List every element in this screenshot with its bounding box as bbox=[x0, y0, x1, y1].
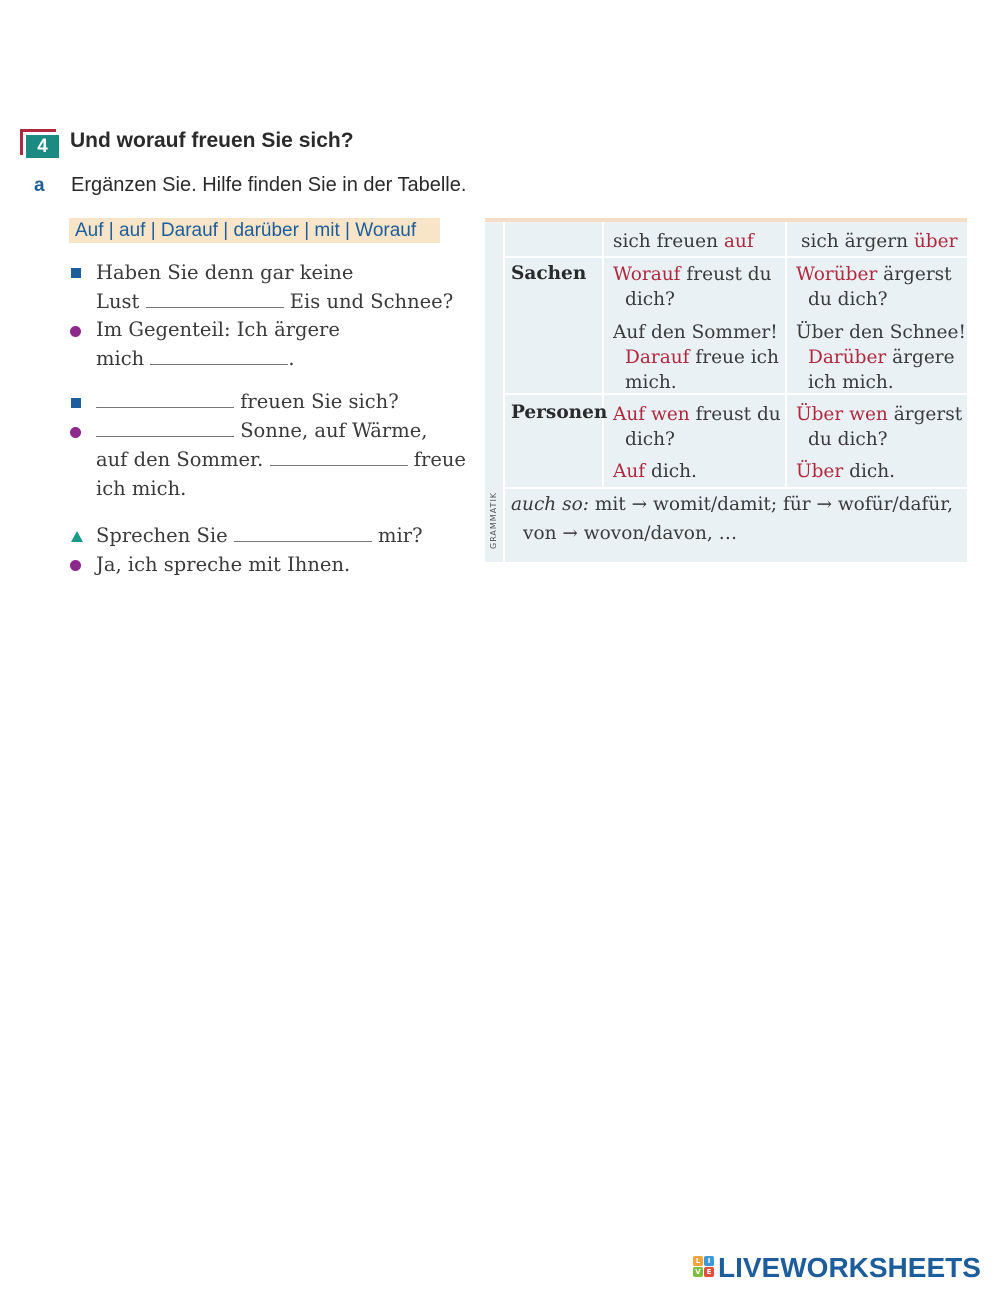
speaker-dot-marker bbox=[70, 427, 81, 438]
gap-input-5[interactable] bbox=[270, 449, 408, 466]
speaker-dot-marker bbox=[70, 326, 81, 337]
cell-text: dich? bbox=[625, 429, 675, 450]
dialogue-text: freue bbox=[413, 448, 466, 471]
row-header-personen: Personen bbox=[511, 402, 608, 423]
cell-text: ärgerst bbox=[887, 404, 963, 425]
red-text: Auf bbox=[613, 461, 646, 482]
cell-text: Auf den Sommer! bbox=[613, 322, 778, 343]
exercise-number-box bbox=[20, 129, 56, 155]
dialogue-line bbox=[96, 419, 427, 442]
cell-text: mit → womit/damit; für → wofür/dafür, bbox=[588, 494, 953, 515]
cell-text: Über den Schnee! bbox=[796, 322, 966, 343]
table-divider bbox=[785, 394, 787, 488]
header-preposition: über bbox=[913, 231, 958, 252]
gap-input-2[interactable] bbox=[150, 348, 288, 365]
dialogue-line: Ja, ich spreche mit Ihnen. bbox=[96, 553, 351, 576]
cell-text: du dich? bbox=[808, 289, 888, 310]
exercise-title: Und worauf freuen Sie sich? bbox=[70, 129, 354, 152]
dialogue-line bbox=[96, 390, 399, 413]
red-text: Auf wen bbox=[613, 404, 690, 425]
red-text: Darauf bbox=[625, 347, 690, 368]
dialogue-line bbox=[96, 448, 466, 471]
logo-tile: L bbox=[693, 1256, 703, 1266]
table-divider bbox=[503, 487, 967, 489]
dialogue-line: ich mich. bbox=[96, 477, 187, 500]
cell-personen-aergern-answer bbox=[796, 459, 895, 484]
cell-sachen-aergern-answer bbox=[796, 320, 966, 395]
word-box: Auf | auf | Darauf | darüber | mit | Worauf bbox=[69, 218, 440, 243]
red-text: Worauf bbox=[613, 264, 681, 285]
cell-text: ärgere bbox=[886, 347, 955, 368]
cell-sachen-freuen-answer bbox=[613, 320, 779, 395]
logo-tile: I bbox=[704, 1256, 714, 1266]
grammar-note bbox=[511, 492, 953, 546]
dialogue-text: Lust bbox=[96, 290, 140, 313]
row-header-sachen: Sachen bbox=[511, 263, 587, 284]
header-preposition: auf bbox=[723, 231, 754, 252]
dialogue-text: . bbox=[288, 347, 295, 370]
cell-sachen-aergern-question bbox=[796, 262, 952, 312]
red-text: Worüber bbox=[796, 264, 878, 285]
dialogue-text: Eis und Schnee? bbox=[289, 290, 454, 313]
gap-input-3[interactable] bbox=[96, 391, 234, 408]
header-text: sich freuen bbox=[613, 231, 724, 252]
cell-personen-aergern-question bbox=[796, 402, 962, 452]
table-divider bbox=[785, 222, 787, 394]
cell-text: mich. bbox=[625, 372, 677, 393]
speaker-dot-marker bbox=[70, 560, 81, 571]
dialogue-text: auf den Sommer. bbox=[96, 448, 264, 471]
gap-input-6[interactable] bbox=[234, 525, 372, 542]
gap-input-1[interactable] bbox=[146, 291, 284, 308]
logo-tile: V bbox=[693, 1267, 703, 1277]
table-divider bbox=[503, 256, 967, 258]
dialogue-line bbox=[96, 290, 453, 313]
dialogue-text: mich bbox=[96, 347, 145, 370]
table-divider bbox=[602, 222, 604, 394]
cell-personen-freuen-answer bbox=[613, 459, 697, 484]
cell-sachen-freuen-question bbox=[613, 262, 772, 312]
dialogue-line: Haben Sie denn gar keine bbox=[96, 261, 354, 284]
red-text: Über wen bbox=[796, 404, 888, 425]
speaker-square-marker bbox=[71, 398, 81, 408]
cell-personen-freuen-question bbox=[613, 402, 781, 452]
dialogue-text: Sonne, auf Wärme, bbox=[240, 419, 428, 442]
exercise-number: 4 bbox=[26, 135, 59, 158]
cell-text: dich. bbox=[843, 461, 896, 482]
speaker-square-marker bbox=[71, 268, 81, 278]
dialogue-text: freuen Sie sich? bbox=[240, 390, 399, 413]
column-header-freuen bbox=[613, 229, 754, 254]
dialogue-text: Sprechen Sie bbox=[96, 524, 228, 547]
table-divider bbox=[503, 222, 505, 562]
cell-text: ich mich. bbox=[808, 372, 894, 393]
red-text: Über bbox=[796, 461, 844, 482]
sub-exercise-letter: a bbox=[34, 175, 45, 196]
dialogue-text: mir? bbox=[378, 524, 423, 547]
cell-text: freue ich bbox=[689, 347, 779, 368]
gap-input-4[interactable] bbox=[96, 420, 234, 437]
cell-text: dich? bbox=[625, 289, 675, 310]
cell-text: von → wovon/davon, … bbox=[523, 523, 738, 544]
dialogue-line: Im Gegenteil: Ich ärgere bbox=[96, 318, 340, 341]
cell-text: ärgerst bbox=[877, 264, 952, 285]
cell-text: freust du bbox=[680, 264, 772, 285]
cell-text: freust du bbox=[689, 404, 781, 425]
logo-tile: E bbox=[704, 1267, 714, 1277]
logo-text: LIVEWORKSHEETS bbox=[718, 1252, 981, 1283]
logo-grid-icon bbox=[693, 1256, 715, 1278]
note-label: auch so: bbox=[511, 494, 589, 515]
instruction-text: Ergänzen Sie. Hilfe finden Sie in der Tabelle. bbox=[71, 174, 467, 196]
red-text: Darüber bbox=[808, 347, 887, 368]
grammatik-side-label: GRAMMATIK bbox=[489, 491, 498, 549]
cell-text: du dich? bbox=[808, 429, 888, 450]
dialogue-line bbox=[96, 347, 295, 370]
cell-text: dich. bbox=[645, 461, 697, 482]
header-text: sich ärgern bbox=[801, 231, 914, 252]
dialogue-line bbox=[96, 524, 423, 547]
speaker-triangle-marker bbox=[71, 531, 83, 542]
column-header-aergern bbox=[801, 229, 957, 254]
